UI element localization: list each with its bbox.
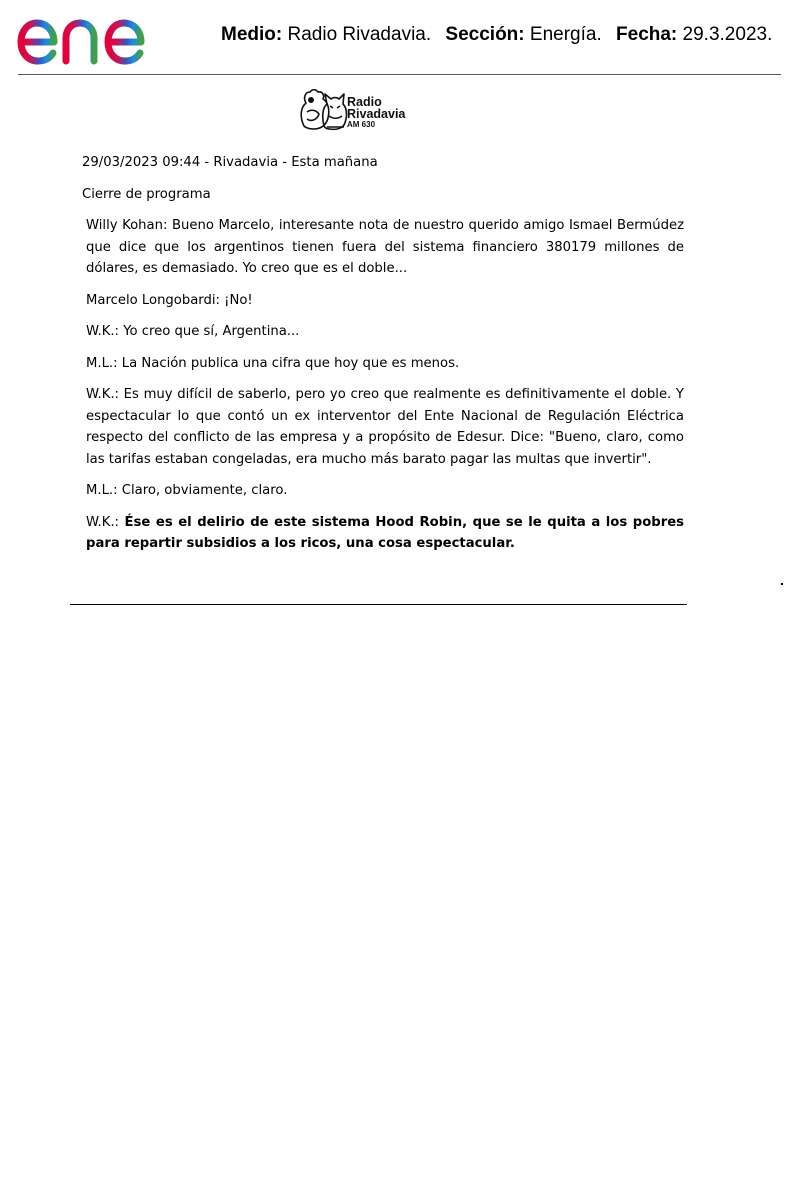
header-meta <box>221 22 772 48</box>
transcript-line <box>82 512 684 555</box>
utterance: Es muy difícil de saberlo, pero yo creo que realmente es definitivamente el doble. Y espectacular lo que contó un ex interventor del Ente Nacional de Regulación Eléctrica respecto del conflicto de las empresa y a propósito de Edesur. Dice: "Bueno, claro, como las tarifas estaban congeladas, era mucho más barato pagar las multas que invertir". <box>86 387 684 467</box>
bottom-divider <box>70 604 687 605</box>
utterance: ¡No! <box>219 292 253 308</box>
transcript-section: Cierre de programa <box>82 186 211 202</box>
utterance: La Nación publica una cifra que hoy que es menos. <box>117 355 460 371</box>
header-divider <box>18 74 781 75</box>
medio-label: Medio: <box>221 24 283 45</box>
speaker: Marcelo Longobardi: <box>86 292 220 308</box>
utterance-bold: Ése es el delirio de este sistema Hood Robin, que se le quita a los pobres para repartir subsidios a los ricos, una cosa espectacular. <box>86 514 684 551</box>
stray-mark <box>781 583 783 585</box>
seccion-label: Sección: <box>445 24 525 45</box>
seccion-value: Energía. <box>529 24 602 45</box>
transcript-line <box>82 353 684 375</box>
radio-logo-line1: Radio <box>347 95 382 109</box>
fecha-value: 29.3.2023. <box>682 24 773 45</box>
fecha-label: Fecha: <box>616 24 678 45</box>
speaker: W.K.: <box>86 387 119 402</box>
utterance: Yo creo que sí, Argentina... <box>119 324 300 339</box>
radio-logo-line2: Rivadavia <box>347 107 406 121</box>
speaker: M.L.: <box>86 483 118 498</box>
radio-logo-line3: AM 630 <box>347 120 376 129</box>
transcript-line <box>82 480 684 502</box>
speaker: Willy Kohan: <box>86 218 168 233</box>
speaker: W.K.: <box>86 324 119 339</box>
utterance: Claro, obviamente, claro. <box>117 483 288 498</box>
speaker: M.L.: <box>86 355 118 371</box>
enel-logo <box>16 4 182 66</box>
transcript-line <box>82 321 684 343</box>
transcript-meta: 29/03/2023 09:44 - Rivadavia - Esta mañana <box>82 155 378 170</box>
speaker: W.K.: <box>86 514 119 530</box>
transcript-line <box>82 384 684 470</box>
transcript-line <box>82 215 684 280</box>
radio-rivadavia-logo <box>298 86 420 132</box>
medio-value: Radio Rivadavia. <box>287 24 432 45</box>
transcript <box>82 152 684 565</box>
transcript-line <box>82 290 684 312</box>
utterance: Bueno Marcelo, interesante nota de nuestro querido amigo Ismael Bermúdez que dice que los argentinos tienen fuera del sistema financiero 380179 millones de dólares, es demasiado. Yo creo que es el doble... <box>86 218 684 276</box>
